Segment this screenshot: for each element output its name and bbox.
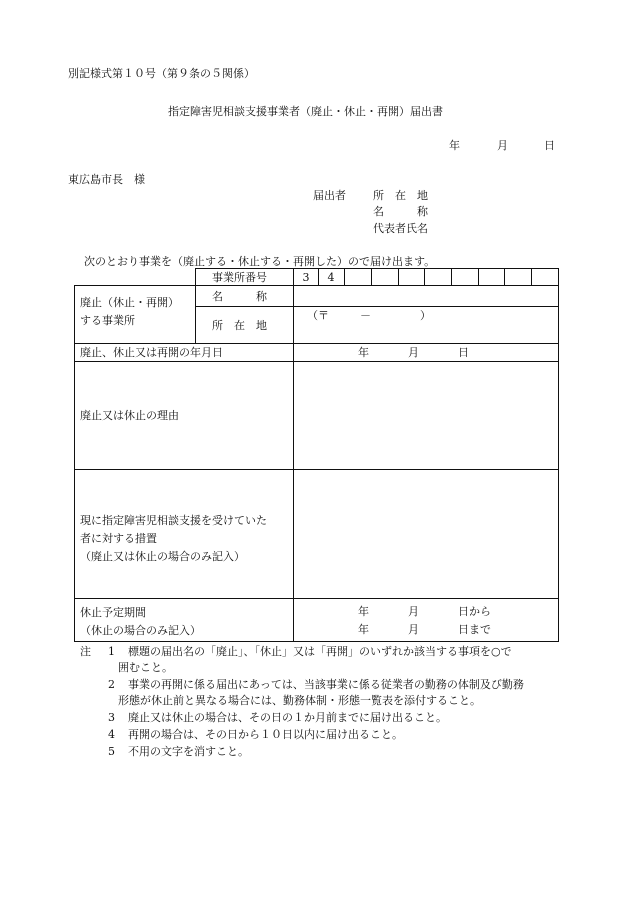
notifier-label: 届出者 (313, 189, 346, 202)
postal-dash: － (360, 309, 371, 322)
form-title: 指定障害児相談支援事業者（廃止・休止・再開）届出書 (168, 105, 443, 118)
note-4-number: 4 (108, 728, 115, 741)
measures-label (80, 512, 267, 566)
suspension-line2: （休止の場合のみ記入） (80, 624, 201, 637)
note-1-line1: 標題の届出名の「廃止」、「休止」又は「再開」のいずれか該当する事項を○で (128, 645, 512, 658)
measures-line1: 現に指定障害児相談支援を受けていた (80, 514, 267, 527)
measures-line3: （廃止又は休止の場合のみ記入） (80, 550, 245, 563)
suspension-period-label (80, 604, 201, 640)
suspension-from-day: 日から (458, 605, 491, 618)
note-3-number: 3 (108, 711, 115, 724)
suspension-to-year: 年 (358, 623, 369, 636)
note-1-line2: 囲むこと。 (118, 661, 173, 674)
intro-text: 次のとおり事業を（廃止する・休止する・再開した）ので届け出ます。 (84, 255, 436, 268)
measures-line2: 者に対する措置 (80, 532, 157, 545)
form-number: 別記様式第１０号（第９条の５関係） (68, 67, 255, 80)
office-number-digit[interactable]: 3 (302, 271, 310, 284)
measures-input[interactable] (296, 472, 556, 596)
office-section-label (80, 294, 179, 330)
suspension-from-month: 月 (408, 605, 419, 618)
reason-input[interactable] (296, 364, 556, 467)
office-number-digit[interactable]: 4 (327, 271, 335, 284)
postal-suffix: ） (420, 309, 431, 322)
action-date-day: 日 (458, 346, 469, 359)
notes-label: 注 (80, 645, 91, 658)
office-address-input[interactable] (296, 324, 556, 340)
notifier-name-label: 名 称 (373, 205, 428, 218)
note-2-line1: 事業の再開に係る届出にあっては、当該事業に係る従業者の勤務の体制及び勤務 (128, 678, 524, 691)
addressee: 東広島市長 様 (68, 173, 145, 186)
note-4-line1: 再開の場合は、その日から１０日以内に届け出ること。 (128, 728, 403, 741)
office-number-label: 事業所番号 (212, 271, 267, 284)
note-5-line1: 不用の文字を消すこと。 (128, 745, 249, 758)
action-date-month: 月 (408, 346, 419, 359)
notifier-representative-label: 代表者氏名 (373, 222, 428, 235)
office-name-input[interactable] (296, 288, 556, 304)
office-address-label: 所 在 地 (212, 319, 267, 332)
date-month-label: 月 (497, 139, 508, 152)
date-year-label: 年 (449, 139, 460, 152)
suspension-line1: 休止予定期間 (80, 606, 146, 619)
reason-label: 廃止又は休止の理由 (80, 409, 179, 422)
note-1-number: 1 (108, 645, 115, 658)
date-day-label: 日 (544, 139, 555, 152)
office-name-label: 名 称 (212, 290, 267, 303)
note-3-line1: 廃止又は休止の場合は、その日の１か月前までに届け出ること。 (128, 711, 447, 724)
postal-prefix: （〒 (307, 309, 329, 322)
action-date-label: 廃止、休止又は再開の年月日 (80, 346, 223, 359)
office-label-line2: する事業所 (80, 314, 135, 327)
suspension-from-year: 年 (358, 605, 369, 618)
note-2-line2: 形態が休止前と異なる場合には、勤務体制・形態一覧表を添付すること。 (118, 694, 481, 707)
action-date-year: 年 (358, 346, 369, 359)
note-2-number: 2 (108, 678, 115, 691)
office-label-line1: 廃止（休止・再開） (80, 296, 179, 309)
suspension-to-month: 月 (408, 623, 419, 636)
notifier-address-label: 所 在 地 (373, 189, 428, 202)
note-5-number: 5 (108, 745, 115, 758)
suspension-to-day: 日まで (458, 623, 491, 636)
